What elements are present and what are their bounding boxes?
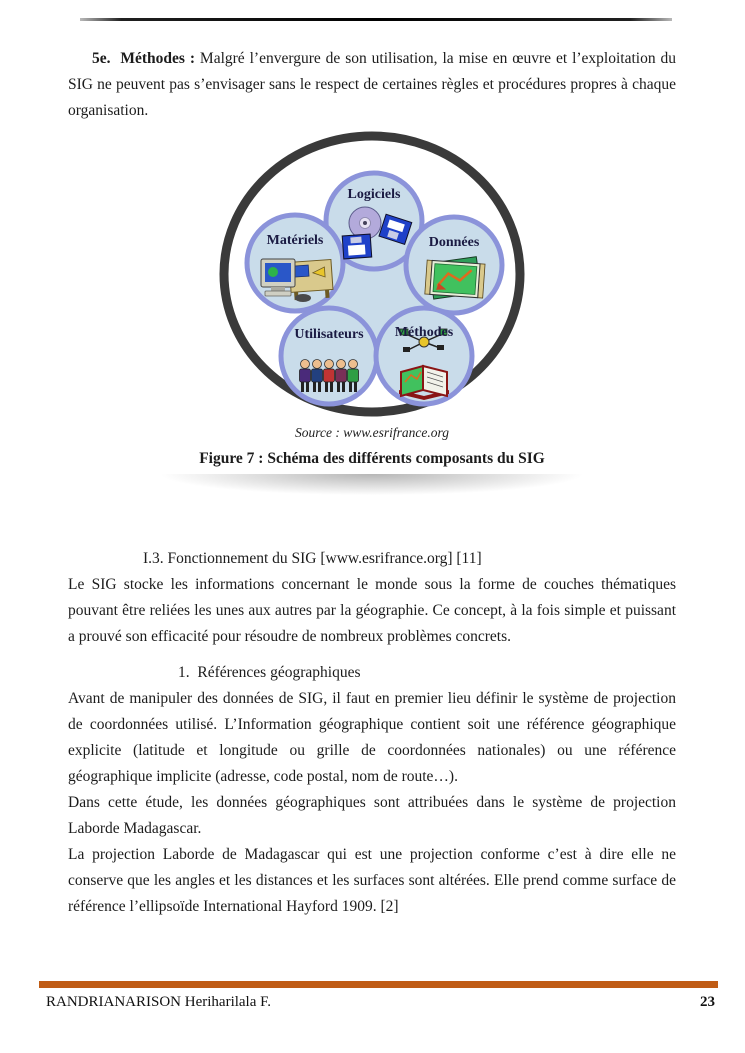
node-circle-utilisateurs <box>281 308 377 404</box>
paragraph-etude-laborde: Dans cette étude, les données géographiques sont attribuées dans le système de projection Laborde Madagascar. <box>68 794 676 837</box>
node-label-logiciels: Logiciels <box>347 187 401 202</box>
paragraph-methodes-label: 5e. Méthodes : <box>92 50 195 67</box>
figure-source: Source : www.esrifrance.org <box>295 425 449 440</box>
page-number: 23 <box>700 994 715 1010</box>
header-rule <box>80 18 672 21</box>
figure-caption: Figure 7 : Schéma des différents composants du SIG <box>199 450 545 467</box>
paragraph-methodes <box>68 46 676 124</box>
paragraph-references: Avant de manipuler des données de SIG, il faut en premier lieu définir le système de projection de coordonnées utilisé. L’Information géographique contient soit une référence géographique explicite (latitude et longitude ou grille de coordonnées nationales) ou une référence géographique implicite (adresse, code postal, nom de route…). <box>68 690 676 785</box>
node-label-utilisateurs: Utilisateurs <box>294 327 364 342</box>
paragraph-sig-stocke: Le SIG stocke les informations concernant le monde sous la forme de couches thématiques pouvant être reliées les unes aux autres par la géographie. Ce concept, à la fois simple et puissant a prouvé son efficacité pour résoudre de nombreux problèmes concrets. <box>68 576 676 645</box>
footer-rule <box>39 981 718 988</box>
caption-shadow <box>152 474 592 496</box>
stacked-maps-icon <box>425 257 485 299</box>
node-label-donnees: Données <box>428 235 480 250</box>
heading-fonctionnement-sig: I.3. Fonctionnement du SIG [www.esrifrance.org] [11] <box>143 550 482 567</box>
footer-author: RANDRIANARISON Heriharilala F. <box>46 994 272 1010</box>
node-label-methodes: Méthodes <box>394 325 454 340</box>
figure-sig-components <box>205 126 539 424</box>
node-label-materiels: Matériels <box>266 233 324 248</box>
paragraph-projection-laborde: La projection Laborde de Madagascar qui est une projection conforme c’est à dire elle ne conserve que les angles et les distances et les surfaces sont altérées. Elle prend comme surface de référence l’ellipsoïde International Hayford 1909. [2] <box>68 846 676 915</box>
paragraph-methodes-text: Malgré l’envergure de son utilisation, la mise en œuvre et l’exploitation du SIG ne peuvent pas s’envisager sans le respect de certaines règles et procédures propres à chaque organisation. <box>68 50 676 119</box>
page-content <box>0 46 745 920</box>
heading-references-geographiques: 1. Références géographiques <box>178 664 361 681</box>
sig-components-diagram <box>205 126 539 424</box>
